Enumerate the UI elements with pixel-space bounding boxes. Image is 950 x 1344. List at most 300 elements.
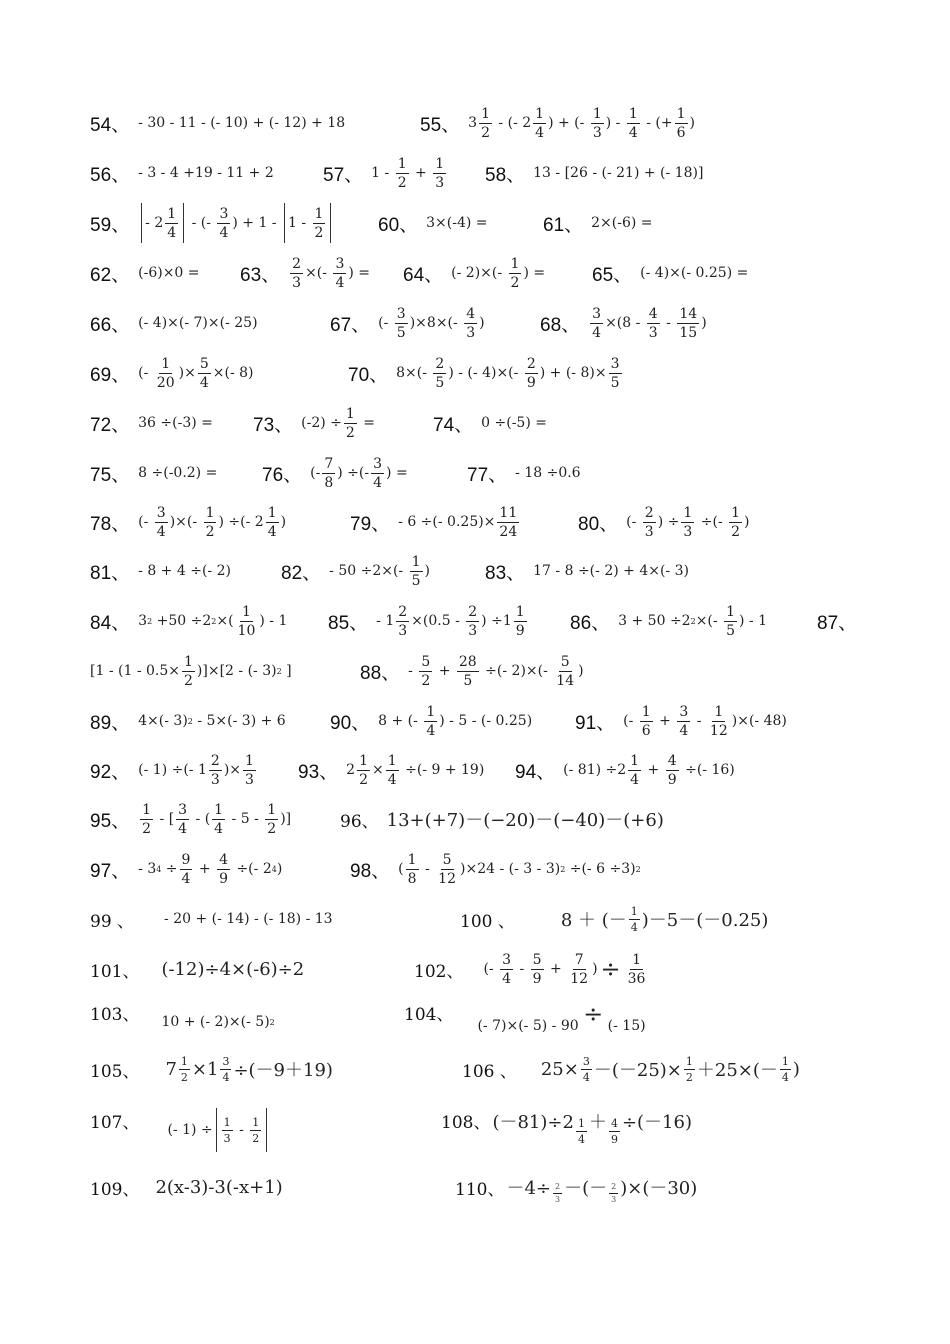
fraction (531, 953, 544, 986)
fraction (591, 107, 604, 140)
expr-text: = (358, 415, 375, 431)
numerator: 1 (535, 105, 545, 122)
denominator: 5 (726, 622, 735, 639)
fraction (236, 605, 258, 638)
problem-number: 65、 (592, 264, 633, 286)
absolute-value (141, 203, 184, 243)
expr-text: ) + (- 8)× (539, 365, 607, 381)
expr-text: ) + 1 - (232, 215, 281, 231)
absolute-value (284, 203, 331, 243)
expr-text: ＋ (588, 1112, 607, 1133)
expr-text: ×(8 - (605, 315, 645, 331)
expr-text: ) - 5 - (- 0.25) (439, 713, 533, 729)
expression: 36 ÷(-3) = (138, 415, 213, 431)
problem-number: 97、 (90, 860, 131, 882)
problem-number: 100 、 (460, 911, 515, 932)
numerator: 1 (641, 703, 651, 720)
denominator: 4 (267, 523, 277, 540)
expr-text: (- 2)×(- (451, 265, 507, 281)
expr-text: ÷ (583, 1000, 604, 1028)
problem-66 (90, 300, 258, 346)
fraction (217, 207, 230, 240)
denominator: 4 (214, 820, 224, 837)
problem-91 (575, 698, 787, 744)
expr-text: ) (424, 563, 430, 579)
expr-text: 8 + (- (378, 713, 423, 729)
denominator: 2 (397, 174, 407, 191)
row-84 (0, 598, 950, 644)
row-107 (0, 1100, 950, 1160)
numerator: 1 (397, 155, 407, 172)
fraction (182, 655, 195, 688)
problem-number: 108、 (441, 1113, 491, 1133)
fraction (780, 1056, 791, 1083)
superscript: 2 (211, 616, 217, 626)
fraction (466, 605, 479, 638)
fraction (266, 506, 279, 539)
fraction (457, 655, 479, 688)
expr-text: (- (483, 961, 499, 977)
problem-number: 86、 (570, 612, 611, 634)
row-62 (0, 250, 950, 296)
fraction (313, 207, 326, 240)
problem-93 (298, 747, 484, 793)
expr-text: + (194, 861, 216, 877)
problem-number: 80、 (578, 513, 619, 535)
fraction (677, 705, 690, 738)
expr-text: ( (398, 861, 404, 877)
expression (371, 157, 448, 190)
denominator: 4 (199, 374, 209, 391)
expr-text: ) - 1 (259, 613, 288, 629)
fraction (165, 207, 178, 240)
numerator: 1 (630, 904, 638, 918)
problem-107 (90, 1100, 270, 1160)
problem-number: 66、 (90, 314, 131, 336)
numerator: 11 (499, 504, 518, 521)
expr-text: ) - (- 4)×(- (448, 365, 523, 381)
expr-text: ) (792, 1058, 800, 1080)
fraction (395, 307, 408, 340)
expr-text: ) (701, 315, 707, 331)
expr-text: ) + (- (548, 115, 589, 131)
numerator: 1 (387, 752, 397, 769)
problem-number: 81、 (90, 562, 131, 584)
numerator: 1 (510, 255, 520, 272)
expression (477, 1000, 646, 1040)
numerator: 1 (407, 851, 417, 868)
row-78 (0, 499, 950, 545)
denominator: 36 (627, 970, 646, 987)
problem-number: 91、 (575, 712, 616, 734)
problem-number: 90、 (330, 712, 371, 734)
expression (626, 506, 749, 539)
fraction (666, 754, 679, 787)
problem-103 (90, 992, 275, 1042)
superscript: 2 (635, 864, 641, 874)
fraction (419, 655, 432, 688)
problem-number: 74、 (433, 414, 474, 436)
expression (563, 754, 735, 787)
row-101 (0, 946, 950, 992)
numerator: 1 (267, 504, 277, 521)
problem-105 (90, 1046, 333, 1092)
numerator: 2 (435, 355, 445, 372)
problem-68 (540, 300, 707, 346)
problem-number: 62、 (90, 264, 131, 286)
denominator: 2 (685, 1070, 693, 1084)
expr-text: (- 1) ÷(- 1 (138, 762, 207, 778)
expr-text: ÷(－9＋19) (233, 1060, 333, 1081)
expression (623, 705, 787, 738)
fraction (371, 457, 384, 490)
expression (398, 506, 521, 539)
fraction (647, 307, 660, 340)
numerator: 1 (781, 1054, 789, 1068)
expression: 3×(-4) = (426, 215, 488, 231)
numerator: 1 (267, 801, 277, 818)
numerator: 3 (373, 455, 383, 472)
expression (90, 655, 292, 688)
expression: - 8 + 4 ÷(- 2) (138, 563, 231, 579)
problem-72 (90, 400, 213, 446)
row-81 (0, 548, 950, 594)
expr-text: (- (378, 315, 393, 331)
numerator: 1 (676, 105, 686, 122)
expr-text: ) (592, 961, 598, 977)
fraction (677, 307, 699, 340)
expr-text: ) ÷1 (481, 613, 512, 629)
expression (288, 257, 370, 290)
problem-number: 59、 (90, 214, 131, 236)
expression: 2(x-3)-3(-x+1) (155, 1176, 283, 1198)
row-99 (0, 896, 950, 942)
expr-text: (- (138, 365, 153, 381)
expr-text: 25× (540, 1058, 579, 1080)
numerator: 1 (592, 105, 602, 122)
expr-text: + (410, 165, 432, 181)
fraction (724, 605, 737, 638)
fraction (590, 307, 603, 340)
expression (378, 307, 484, 340)
problem-97 (90, 846, 282, 892)
problem-number: 63、 (240, 264, 281, 286)
problem-102 (414, 946, 649, 992)
absolute-value (216, 1108, 268, 1152)
expression (541, 1056, 800, 1083)
fraction (250, 1117, 261, 1144)
fraction (629, 906, 640, 933)
problem-61 (543, 200, 653, 246)
numerator: 1 (685, 1054, 693, 1068)
problem-number: 83、 (485, 562, 526, 584)
expr-text: ) - 1 (738, 613, 767, 629)
denominator: 3 (648, 324, 658, 341)
fraction (509, 257, 522, 290)
denominator: 9 (515, 622, 525, 639)
numerator: 1 (731, 504, 741, 521)
expr-text: - (408, 663, 418, 679)
problem-number: 70、 (348, 364, 389, 386)
expr-text: ×(0.5 - (411, 613, 465, 629)
expression (468, 107, 695, 140)
denominator: 5 (610, 374, 620, 391)
denominator: 4 (387, 771, 397, 788)
problem-number: 96、 (340, 811, 379, 832)
problem-number: 77、 (467, 464, 508, 486)
expression: (- 4)×(- 0.25) = (640, 265, 749, 281)
numerator: 3 (582, 1054, 590, 1068)
expr-text: －(－ (564, 1178, 608, 1199)
expr-text: 3 (138, 613, 148, 629)
expr-text: ×(- 8) (212, 365, 254, 381)
fraction (176, 803, 189, 836)
numerator: 1 (726, 603, 735, 620)
expr-text: 2 (346, 762, 356, 778)
numerator: 1 (205, 504, 215, 521)
denominator: 3 (398, 622, 408, 639)
expr-text: (- (626, 514, 641, 530)
expr-text: - ( (191, 811, 211, 827)
fraction (525, 357, 538, 390)
numerator: 5 (560, 653, 570, 670)
expression (618, 605, 767, 638)
fraction (433, 357, 446, 390)
numerator: 3 (592, 305, 602, 322)
denominator: 2 (142, 820, 152, 837)
denominator: 2 (314, 224, 324, 241)
fraction (433, 157, 446, 190)
row-97 (0, 846, 950, 892)
superscript: 2 (276, 666, 282, 676)
expr-text: (-2) ÷ (301, 415, 342, 431)
expr-text: )×8×(- (409, 315, 463, 331)
numerator: 5 (421, 653, 431, 670)
expression (451, 257, 545, 290)
denominator: 4 (219, 224, 229, 241)
denominator: 2 (267, 820, 277, 837)
problem-number: 84、 (90, 612, 131, 634)
problem-106 (462, 1046, 800, 1092)
expr-text: - 6 ÷(- 0.25)× (398, 514, 496, 530)
fraction (628, 754, 641, 787)
expr-text: - [ (155, 811, 175, 827)
denominator: 4 (535, 124, 545, 141)
problem-67 (330, 300, 485, 346)
problem-number: 105、 (90, 1061, 140, 1082)
expr-text: ÷(- 6 ÷3) (565, 861, 636, 877)
denominator: 4 (592, 324, 602, 341)
numerator: 3 (156, 504, 166, 521)
numerator: 1 (628, 105, 638, 122)
row-92 (0, 747, 950, 793)
denominator: 6 (641, 722, 651, 739)
fraction (681, 506, 694, 539)
fraction (344, 407, 357, 440)
denominator: 4 (630, 771, 640, 788)
denominator: 3 (555, 1194, 561, 1204)
fraction (333, 257, 346, 290)
expr-text: 3 + 50 ÷2 (618, 613, 691, 629)
fraction (581, 1056, 592, 1083)
numerator: 1 (252, 1115, 260, 1129)
numerator: 4 (466, 305, 476, 322)
numerator: 5 (199, 355, 209, 372)
denominator: 3 (683, 523, 693, 540)
expression (161, 1014, 274, 1030)
expr-text: ) ÷(- (337, 465, 370, 481)
expression (378, 705, 532, 738)
problem-number: 67、 (330, 314, 371, 336)
numerator: 7 (324, 455, 334, 472)
expression (138, 506, 286, 539)
problem-83 (485, 548, 689, 594)
numerator: 3 (396, 305, 406, 322)
expr-text: 1 - (288, 215, 311, 231)
denominator: 3 (292, 274, 302, 291)
problem-75 (90, 450, 217, 496)
numerator: 5 (532, 951, 542, 968)
problem-number: 107、 (90, 1113, 140, 1133)
expression (492, 1108, 692, 1145)
expr-text: - 2 (145, 215, 164, 231)
expr-text: ) = (348, 265, 371, 281)
fraction (290, 257, 303, 290)
expr-text: －4÷ (506, 1178, 551, 1199)
superscript: 4 (271, 864, 277, 874)
fraction (533, 107, 546, 140)
denominator: 4 (167, 224, 177, 241)
problem-104 (404, 992, 646, 1042)
expr-text: )×(- (169, 514, 202, 530)
expr-text: 7 (165, 1058, 177, 1080)
expr-text: +50 ÷2 (152, 613, 212, 629)
fraction (729, 506, 742, 539)
problem-88 (360, 648, 584, 694)
expression: - 20 + (- 14) - (- 18) - 13 (164, 911, 333, 927)
denominator: 4 (781, 1070, 789, 1084)
numerator: 1 (345, 405, 355, 422)
numerator: 3 (335, 255, 345, 272)
expr-text: - 5×(- 3) + 6 (192, 713, 286, 729)
problem-57 (323, 150, 448, 196)
expr-text: - (234, 1122, 249, 1138)
expr-text: × (371, 762, 384, 778)
numerator: 1 (161, 355, 171, 372)
expression (506, 1171, 697, 1204)
problem-62 (90, 250, 200, 296)
expression: - 30 - 11 - (- 10) + (- 12) + 18 (138, 115, 346, 131)
expr-text: (- (138, 514, 153, 530)
denominator: 9 (610, 1133, 618, 1146)
problem-82 (281, 548, 430, 594)
problem-number: 73、 (253, 414, 294, 436)
fraction (220, 1056, 231, 1083)
row-75 (0, 450, 950, 496)
expr-text: (- (310, 465, 321, 481)
numerator: 1 (683, 504, 693, 521)
numerator: 3 (219, 205, 229, 222)
numerator: 1 (359, 752, 368, 769)
expr-text: 8 ＋ (－ (560, 910, 627, 931)
problem-number: 60、 (378, 214, 419, 236)
problem-77 (467, 450, 581, 496)
denominator: 6 (676, 124, 686, 141)
problem-70 (348, 350, 624, 396)
fraction (180, 853, 193, 886)
denominator: 2 (252, 1131, 260, 1145)
denominator: 3 (611, 1194, 617, 1204)
problem-90 (330, 698, 532, 744)
fraction (576, 1118, 587, 1145)
problem-89 (90, 698, 286, 744)
expr-text: ) (276, 861, 283, 877)
problem-96 (340, 796, 664, 842)
numerator: 4 (667, 752, 677, 769)
expression: (- 4)×(- 7)×(- 25) (138, 315, 258, 331)
problem-69 (90, 350, 254, 396)
problem-number: 78、 (90, 513, 131, 535)
denominator: 2 (180, 1070, 188, 1084)
expr-text: ×(- (305, 265, 332, 281)
fraction (568, 953, 590, 986)
numerator: 3 (610, 355, 620, 372)
numerator: 2 (553, 1183, 562, 1194)
problem-number: 82、 (281, 562, 322, 584)
denominator: 2 (481, 124, 490, 141)
expression: 17 - 8 ÷(- 2) + 4×(- 3) (533, 563, 689, 579)
expression: - 18 ÷0.6 (515, 465, 581, 481)
expr-text: [1 - (1 - 0.5× (90, 663, 180, 679)
fraction (243, 754, 256, 787)
fraction (675, 107, 688, 140)
denominator: 12 (570, 970, 589, 987)
fraction (436, 853, 458, 886)
row-89 (0, 698, 950, 744)
expression: - 3 - 4 +19 - 11 + 2 (138, 165, 274, 181)
numerator: 9 (181, 851, 191, 868)
expression (138, 853, 282, 886)
expression: 2×(-6) = (591, 215, 653, 231)
numerator: 2 (292, 255, 302, 272)
numerator: 1 (411, 553, 421, 570)
fraction (155, 357, 177, 390)
problem-87 (90, 648, 292, 694)
denominator: 2 (421, 672, 431, 689)
problem-74 (433, 400, 547, 446)
expression: 0 ÷(-5) = (481, 415, 547, 431)
fraction (643, 506, 656, 539)
denominator: 2 (510, 274, 520, 291)
numerator: 5 (442, 851, 452, 868)
problem-number: 85、 (328, 612, 369, 634)
expression (165, 1056, 332, 1083)
problem-94 (515, 747, 735, 793)
numerator: 1 (435, 155, 445, 172)
numerator: 2 (398, 603, 408, 620)
expr-text: - (692, 713, 706, 729)
numerator: 1 (481, 105, 490, 122)
numerator: 1 (245, 752, 254, 769)
expr-text: )]×[2 - (- 3) (196, 663, 277, 679)
expression (138, 357, 253, 390)
problem-number: 75、 (90, 464, 131, 486)
expr-text: (- 81) ÷2 (563, 762, 627, 778)
fraction (217, 853, 230, 886)
fraction (406, 853, 419, 886)
expr-text: 1 - (371, 165, 394, 181)
denominator: 3 (468, 622, 478, 639)
